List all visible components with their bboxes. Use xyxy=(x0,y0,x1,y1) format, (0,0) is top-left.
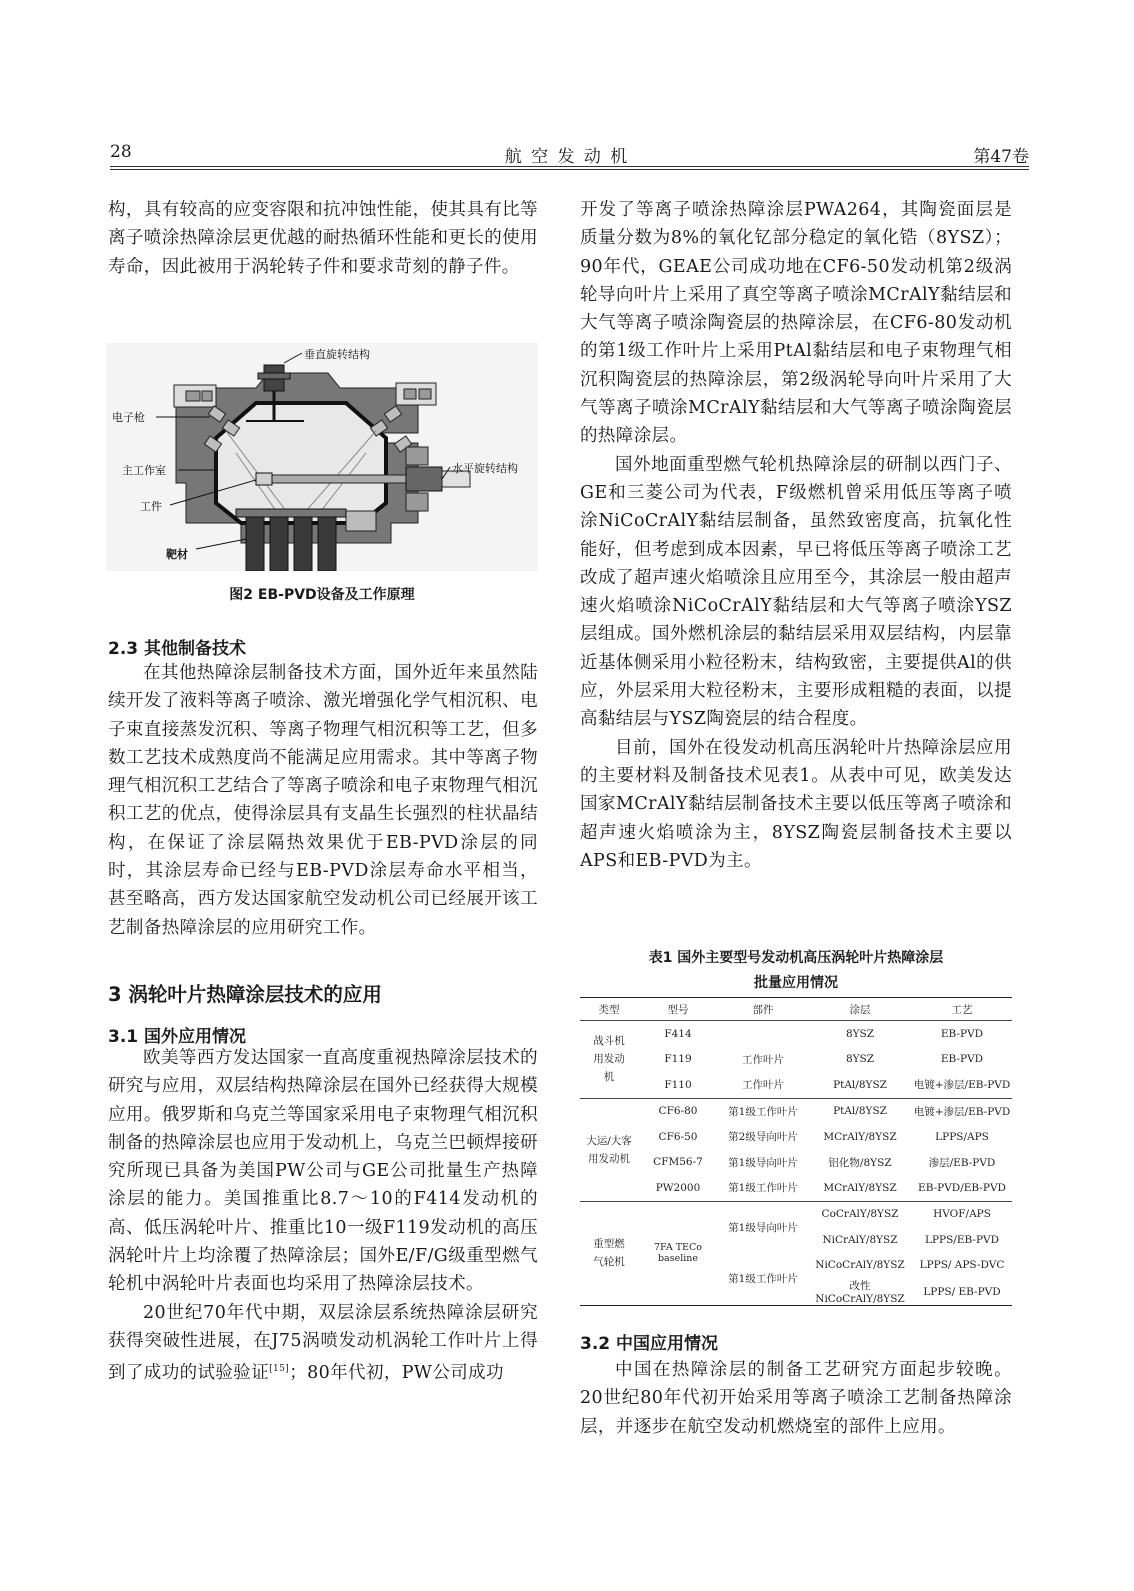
coating-cell: 8YSZ xyxy=(845,1027,875,1040)
process-cell: LPPS/ APS-DVC xyxy=(919,1259,1005,1272)
right-paragraph-1: 开发了等离子喷涂热障涂层PWA264，其陶瓷面层是质量分数为8%的氧化钇部分稳定的氧化锆（8YSZ）；90年代，GEAE公司成功地在CF6-50发动机第2级涡轮导向叶片上采用了真空等离子喷涂MCrAlY黏结层和大气等离子喷涂陶瓷层的热障涂层，在CF6-80发动机的第1级工作叶片上采用PtAl黏结层和电子束物理气相沉积陶瓷层的热障涂层，第2级涡轮导向叶片采用了大气等离子喷涂MCrAlY黏结层和大气等离子喷涂陶瓷层的热障涂层。 xyxy=(580,200,1012,447)
table-row xyxy=(580,1124,1012,1150)
th-part: 部件 xyxy=(718,998,808,1021)
coating-cell: PtAl/8YSZ xyxy=(833,1078,887,1091)
section-3-2-title: 3.2 中国应用情况 xyxy=(580,1334,719,1354)
section-3-1-paragraph-2 xyxy=(108,1299,538,1388)
process-cell: LPPS/APS xyxy=(935,1130,989,1143)
model-cell: F414 xyxy=(664,1027,692,1040)
section-3-1-text-2a: 20世纪70年代中期，双层涂层系统热障涂层研究获得突破性进展，在J75涡喷发动机涡轮工作叶片上得到了成功的试验验证 xyxy=(108,1302,538,1384)
model-cell: F110 xyxy=(664,1078,692,1091)
model-cell: CFM56-7 xyxy=(653,1156,703,1169)
section-3-2-body xyxy=(580,1356,1012,1441)
label-horizontal-rotation: 水平旋转结构 xyxy=(452,462,518,475)
journal-title: 航 空 发 动 机 xyxy=(504,147,630,167)
process-cell: HVOF/APS xyxy=(912,1201,1012,1227)
label-vertical-rotation: 垂直旋转结构 xyxy=(304,348,370,361)
coating-cell: NiCrAlY/8YSZ xyxy=(822,1233,898,1246)
section-3-1-text-2b: ；80年代初，PW公司成功 xyxy=(289,1363,504,1384)
label-workpiece: 工件 xyxy=(140,500,162,513)
left-intro xyxy=(108,196,538,281)
coating-cell: PtAl/8YSZ xyxy=(808,1098,912,1124)
header-rule-2 xyxy=(110,169,1029,170)
table-row xyxy=(580,1175,1012,1201)
process-cell: LPPS/ EB-PVD xyxy=(923,1285,1001,1298)
table-row xyxy=(580,1098,1012,1124)
th-process: 工艺 xyxy=(912,998,1012,1021)
model-cell: CF6-50 xyxy=(658,1130,698,1143)
section-2-3-title: 2.3 其他制备技术 xyxy=(108,639,247,659)
coating-cell: NiCoCrAlY/8YSZ xyxy=(815,1259,905,1272)
right-body xyxy=(580,196,1012,875)
right-paragraph-3: 目前，国外在役发动机高压涡轮叶片热障涂层应用的主要材料及制备技术见表1。从表中可见，欧美发达国家MCrAlY黏结层制备技术主要以低压等离子喷涂和超声速火焰喷涂为主，8YSZ陶瓷层制备技术主要以APS和EB-PVD为主。 xyxy=(580,737,1012,871)
process-cell: EB-PVD xyxy=(940,1027,984,1040)
page-number: 28 xyxy=(110,142,132,162)
section-3-title: 3 涡轮叶片热障涂层技术的应用 xyxy=(108,983,382,1006)
section-2-3-paragraph: 在其他热障涂层制备技术方面，国外近年来虽然陆续开发了液料等离子喷涂、激光增强化学气相沉积、电子束直接蒸发沉积、等离子物理气相沉积等工艺，但多数工艺技术成熟度尚不能满足应用需求。其中等离子物理气相沉积工艺结合了等离子喷涂和电子束物理气相沉积工艺的优点，使得涂层具有支晶生长强烈的柱状晶结构，在保证了涂层隔热效果优于EB-PVD涂层的同时，其涂层寿命已经与EB-PVD涂层寿命水平相当，甚至略高，西方发达国家航空发动机公司已经展开该工艺制备热障涂层的应用研究工作。 xyxy=(108,663,538,938)
process-cell: 电镀+渗层/EB-PVD xyxy=(912,1098,1012,1124)
part-cell: 第1级工作叶片 xyxy=(728,1273,798,1286)
header-rule xyxy=(110,166,1029,167)
part-cell: 第1级工作叶片 xyxy=(718,1098,808,1124)
table-row xyxy=(580,1201,1012,1227)
th-coating: 涂层 xyxy=(808,998,912,1021)
part-cell xyxy=(718,1021,808,1047)
table-caption-line1: 表1 国外主要型号发动机高压涡轮叶片热障涂层 xyxy=(648,950,944,966)
coating-cell: MCrAlY/8YSZ xyxy=(823,1130,897,1143)
type-cell: 大运/大客用发动机 xyxy=(580,1098,638,1201)
part-cell: 第1级导向叶片 xyxy=(718,1201,808,1253)
section-3-1-paragraph: 欧美等西方发达国家一直高度重视热障涂层技术的研究与应用，双层结构热障涂层在国外已经获得大规模应用。俄罗斯和乌克兰等国家采用电子束物理气相沉积制备的热障涂层也应用于发动机上，乌克兰巴顿焊接研究所现已具备为美国PW公司与GE公司批量生产热障涂层的能力。美国推重比8.7～10的F414发动机的高、低压涡轮叶片、推重比10一级F119发动机的高压涡轮叶片上均涂覆了热障涂层；国外E/F/G级重型燃气轮机中涡轮叶片表面也均采用了热障涂层技术。 xyxy=(108,1048,538,1295)
label-main-chamber: 主工作室 xyxy=(122,464,166,477)
part-cell: 第1级工作叶片 xyxy=(728,1182,798,1195)
section-3-2-paragraph: 中国在热障涂层的制备工艺研究方面起步较晚。20世纪80年代初开始采用等离子喷涂工艺制备热障涂层，并逐步在航空发动机燃烧室的部件上应用。 xyxy=(580,1360,1012,1437)
table-caption-line2: 批量应用情况 xyxy=(754,975,838,991)
coating-cell: 8YSZ xyxy=(845,1053,875,1066)
th-model: 型号 xyxy=(638,998,718,1021)
volume-label: 第47卷 xyxy=(973,147,1029,167)
table-header-row xyxy=(580,998,1012,1021)
label-target: 靶材 xyxy=(166,548,188,561)
section-2-3-body xyxy=(108,659,538,942)
type-cell: 战斗机用发动机 xyxy=(593,1035,625,1084)
right-paragraph-2: 国外地面重型燃气轮机热障涂层的研制以西门子、GE和三菱公司为代表，F级燃机曾采用低压等离子喷涂NiCoCrAlY黏结层制备，虽然致密度高，抗氧化性能好，但考虑到成本因素，早已将低压等离子喷涂工艺改成了超声速火焰喷涂且应用至今，其涂层一般由超声速火焰喷涂NiCoCrAlY黏结层和大气等离子喷涂YSZ层组成。国外燃机涂层的黏结层采用双层结构，内层靠近基体侧采用小粒径粉末，结构致密，主要提供Al的供应，外层采用大粒径粉末，主要形成粗糙的表面，以提高黏结层与YSZ陶瓷层的结合程度。 xyxy=(580,454,1012,730)
coating-cell: CoCrAlY/8YSZ xyxy=(808,1201,912,1227)
process-cell: EB-PVD xyxy=(940,1053,984,1066)
eb-pvd-diagram xyxy=(106,343,538,571)
model-cell: 7FA TECo baseline xyxy=(638,1201,718,1306)
table-1 xyxy=(580,997,1012,1306)
table-row xyxy=(580,1072,1012,1098)
table-row xyxy=(580,1047,1012,1073)
part-cell: 第2级导向叶片 xyxy=(728,1131,798,1144)
part-cell: 工作叶片 xyxy=(742,1053,784,1066)
th-type: 类型 xyxy=(580,998,638,1021)
model-cell: CF6-80 xyxy=(638,1098,718,1124)
process-cell: EB-PVD/EB-PVD xyxy=(918,1181,1006,1194)
figure-eb-pvd xyxy=(106,343,538,571)
intro-paragraph: 构，具有较高的应变容限和抗冲蚀性能，使其具有比等离子喷涂热障涂层更优越的耐热循环性能和更长的使用寿命，因此被用于涡轮转子件和要求苛刻的静子件。 xyxy=(108,200,538,277)
coating-cell: 铝化物/8YSZ xyxy=(828,1156,892,1169)
part-cell: 工作叶片 xyxy=(742,1079,784,1092)
process-cell: LPPS/EB-PVD xyxy=(924,1233,1000,1246)
model-cell: PW2000 xyxy=(655,1181,701,1194)
part-cell: 第1级导向叶片 xyxy=(728,1156,798,1169)
citation-15: [15] xyxy=(269,1364,290,1375)
type-cell: 重型燃气轮机 xyxy=(580,1201,638,1306)
figure-caption: 图2 EB-PVD设备及工作原理 xyxy=(229,587,415,603)
table-row xyxy=(580,1150,1012,1176)
coating-cell: 改性NiCoCrAlY/8YSZ xyxy=(815,1280,905,1305)
coating-cell: MCrAlY/8YSZ xyxy=(823,1181,897,1194)
process-cell: 电镀+渗层/EB-PVD xyxy=(913,1079,1011,1092)
table-row xyxy=(580,1021,1012,1047)
model-cell: F119 xyxy=(664,1053,692,1066)
label-electron-gun: 电子枪 xyxy=(112,411,145,424)
section-3-1-title: 3.1 国外应用情况 xyxy=(108,1027,247,1047)
process-cell: 渗层/EB-PVD xyxy=(928,1156,996,1169)
section-3-1-body xyxy=(108,1044,538,1387)
